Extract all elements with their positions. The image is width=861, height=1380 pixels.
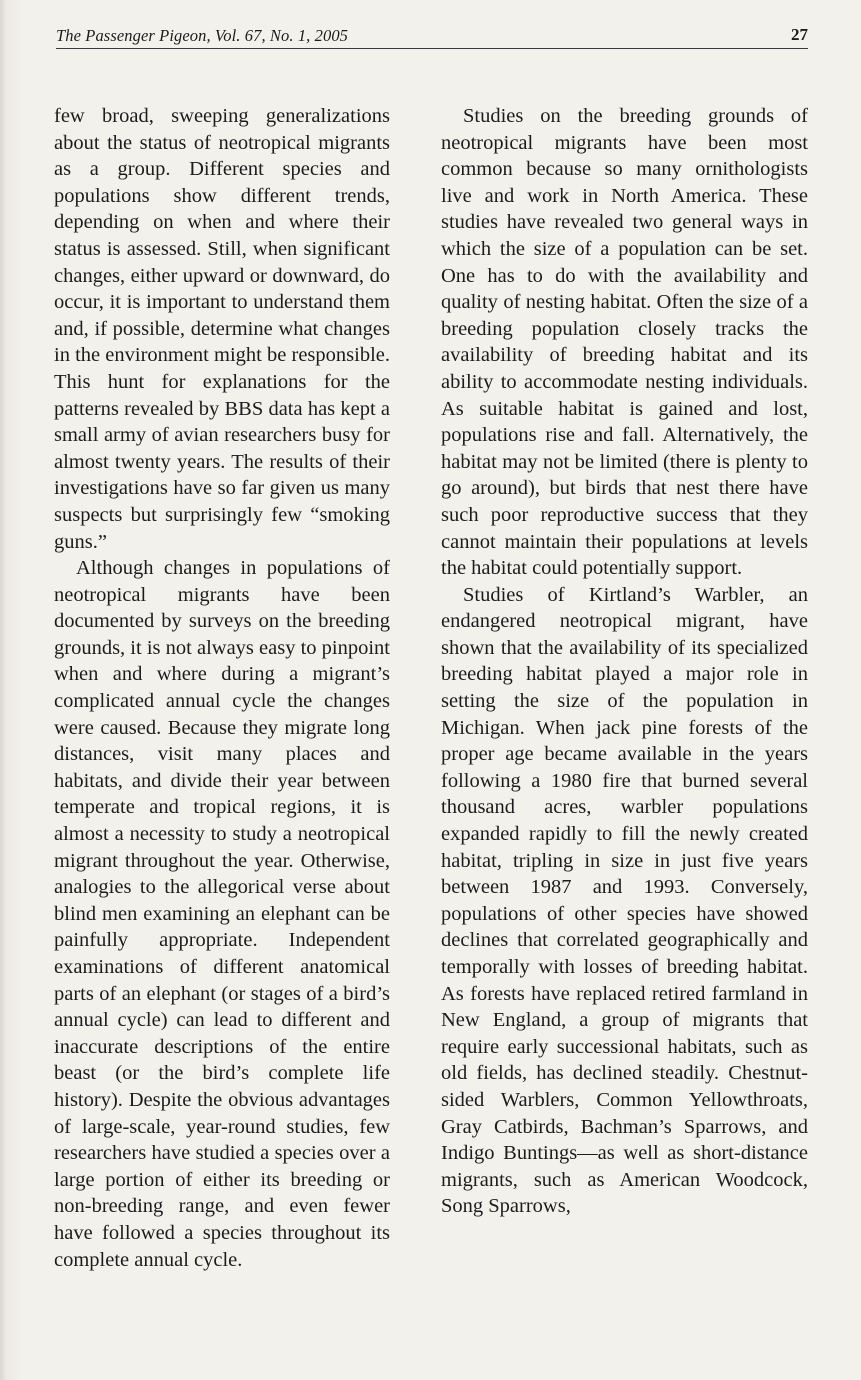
body-paragraph: Studies on the breeding grounds of neotropical migrants have been most common because so many ornithologists live and work in North America. These studies have revealed two general ways in which the size of a population can be set. One has to do with the availability and quality of nesting habitat. Often the size of a breeding population closely tracks the availability of breeding habitat and its ability to accommodate nesting individuals. As suitable habitat is gained and lost, populations rise and fall. Alternatively, the habitat may not be limited (there is plenty to go around), but birds that nest there have such poor reproductive success that they cannot maintain their populations at levels the habitat could potentially support. — [441, 105, 808, 580]
body-paragraph: Although changes in populations of neotropical migrants have been documented by surveys on the breeding grounds, it is not always easy to pinpoint when and where during a migrant’s complicated annual cycle the changes were caused. Because they migrate long distances, visit many places and habitats, and divide their year between temperate and tropical regions, it is almost a necessity to study a neotropical migrant throughout the year. Otherwise, analogies to the allegorical verse about blind men examining an elephant can be painfully appropriate. Independent examinations of different anatomical parts of an elephant (or stages of a bird’s annual cycle) can lead to different and inaccurate descriptions of the entire beast (or the bird’s complete life history). Despite the obvious advantages of large-scale, year-round studies, few researchers have studied a species over a large portion of either its breeding or non-breeding range, and even fewer have followed a species throughout its complete annual cycle. — [54, 557, 390, 1271]
right-column — [441, 103, 808, 1220]
left-column — [54, 103, 390, 1273]
page-number: 27 — [791, 25, 808, 44]
body-paragraph: few broad, sweeping generalizations about the status of neotropical migrants as a group. Different species and populations show different trends, depending on when and where their status is assessed. Still, when significant changes, either upward or downward, do occur, it is important to understand them and, if possible, determine what changes in the environment might be responsible. This hunt for explanations for the patterns revealed by BBS data has kept a small army of avian researchers busy for almost twenty years. The results of their investigations have so far given us many suspects but surprisingly few “smoking guns.” — [54, 105, 390, 553]
running-head: The Passenger Pigeon, Vol. 67, No. 1, 2005 — [56, 26, 349, 45]
body-paragraph: Studies of Kirtland’s Warbler, an endangered neotropical migrant, have shown that the availability of its specialized breeding habitat played a major role in setting the size of the population in Michigan. When jack pine forests of the proper age became available in the years following a 1980 fire that burned several thousand acres, warbler populations expanded rapidly to fill the newly created habitat, tripling in size in just five years between 1987 and 1993. Conversely, populations of other species have showed declines that correlated geographically and temporally with losses of breeding habitat. As forests have replaced retired farmland in New England, a group of migrants that require early successional habitats, such as old fields, has declined steadily. Chestnut-sided Warblers, Common Yellowthroats, Gray Catbirds, Bachman’s Sparrows, and Indigo Buntings—as well as short-distance migrants, such as American Woodcock, Song Sparrows, — [441, 583, 808, 1218]
page-header — [56, 24, 808, 49]
